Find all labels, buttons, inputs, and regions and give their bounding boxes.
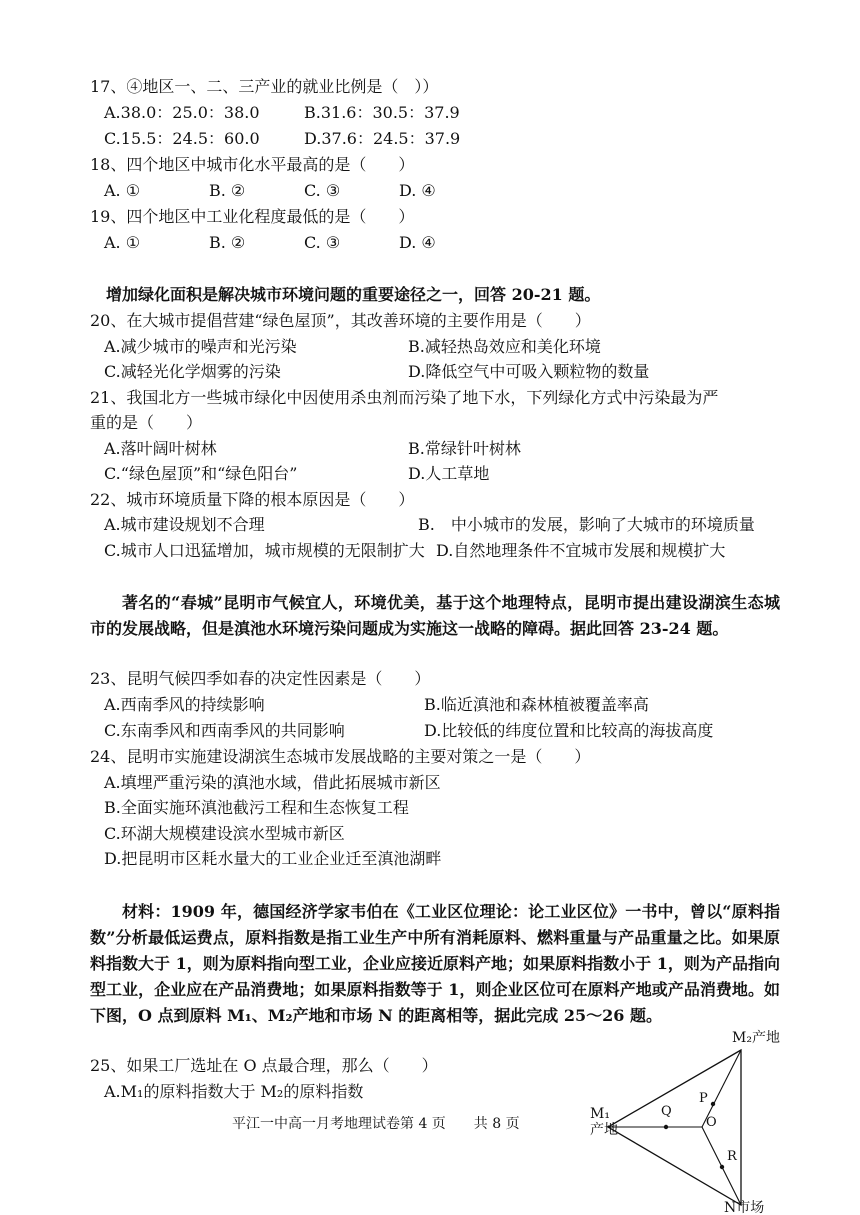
- question-24-stem: 24、昆明市实施建设湖滨生态城市发展战略的主要对策之一是（ ）: [90, 747, 591, 766]
- question-18-stem: 18、四个地区中城市化水平最高的是（ ）: [90, 155, 415, 174]
- question-21-stem-line-2: 重的是（ ）: [90, 413, 203, 432]
- label-n-market: N市场: [724, 1200, 765, 1214]
- question-19-stem: 19、四个地区中工业化程度最低的是（ ）: [90, 207, 415, 226]
- question-18-option-b: B. ②: [209, 181, 246, 200]
- question-23-option-b: B.临近滇池和森林植被覆盖率高: [424, 695, 649, 714]
- label-p: P: [699, 1091, 708, 1106]
- question-21-option-b: B.常绿针叶树林: [408, 439, 521, 458]
- label-r: R: [727, 1149, 737, 1164]
- question-19-option-c: C. ③: [304, 233, 341, 252]
- question-22-option-c: C.城市人口迅猛增加，城市规模的无限制扩大: [104, 541, 425, 560]
- material-paragraph: 材料：1909 年，德国经济学家韦伯在《工业区位理论：论工业区位》一书中，曾以“原料指数”分析最低运费点，原料指数是指工业生产中所有消耗原料、燃料重量与产品重量之比。如果原料指数大于 1，则为原料指向型工业，企业应接近原料产地；如果原料指数小于 1，则为产品指向型工业，企业应在产品消费地；如果原料指数等于 1，则企业区位可在原料产地或产品消费地。如下图，O 点到原料 M₁、M₂产地和市场 N 的距离相等，据此完成 25～26 题。: [90, 902, 780, 1025]
- question-17-option-a: A.38.0：25.0：38.0: [104, 103, 260, 122]
- question-20-stem: 20、在大城市提倡营建“绿色屋顶”，其改善环境的主要作用是（ ）: [90, 311, 591, 330]
- question-20-option-d: D.降低空气中可吸入颗粒物的数量: [408, 362, 650, 381]
- question-23-option-d: D.比较低的纬度位置和比较高的海拔高度: [424, 721, 714, 740]
- label-m1: M₁: [590, 1106, 610, 1122]
- question-24-option-d: D.把昆明市区耗水量大的工业企业迁至滇池湖畔: [104, 849, 442, 868]
- question-24-option-a: A.填埋严重污染的滇池水域，借此拓展城市新区: [104, 773, 441, 792]
- label-q: Q: [661, 1104, 672, 1119]
- question-17-option-c: C.15.5：24.5：60.0: [104, 129, 260, 148]
- section-intro-23-24: 著名的“春城”昆明市气候宜人，环境优美，基于这个地理特点，昆明市提出建设湖滨生态城市的发展战略，但是滇池水环境污染问题成为实施这一战略的障碍。据此回答 23-24 题。: [90, 593, 780, 638]
- question-18-option-c: C. ③: [304, 181, 341, 200]
- question-19-option-b: B. ②: [209, 233, 246, 252]
- label-m1-origin: 产地: [590, 1122, 618, 1138]
- question-22-stem: 22、城市环境质量下降的根本原因是（ ）: [90, 490, 415, 509]
- question-21-stem-line-1: 21、我国北方一些城市绿化中因使用杀虫剂而污染了地下水，下列绿化方式中污染最为严: [90, 388, 719, 407]
- point-p-dot: [711, 1102, 715, 1106]
- question-20-option-c: C.减轻光化学烟雾的污染: [104, 362, 281, 381]
- question-21-option-d: D.人工草地: [408, 464, 490, 483]
- question-23-option-a: A.西南季风的持续影响: [104, 695, 265, 714]
- question-21-option-c: C.“绿色屋顶”和“绿色阳台”: [104, 464, 298, 483]
- question-25-stem: 25、如果工厂选址在 O 点最合理，那么（ ）: [90, 1056, 438, 1075]
- question-18-option-a: A. ①: [104, 181, 141, 200]
- question-17-option-b: B.31.6：30.5：37.9: [304, 103, 460, 122]
- question-23-option-c: C.东南季风和西南季风的共同影响: [104, 721, 345, 740]
- question-22-option-a: A.城市建设规划不合理: [104, 515, 265, 534]
- point-q-dot: [664, 1125, 668, 1129]
- question-19-option-d: D. ④: [399, 233, 436, 252]
- question-22-option-d: D.自然地理条件不宜城市发展和规模扩大: [436, 541, 726, 560]
- question-17-option-d: D.37.6：24.5：37.9: [304, 129, 461, 148]
- question-24-option-b: B.全面实施环滇池截污工程和生态恢复工程: [104, 798, 409, 817]
- question-18-option-d: D. ④: [399, 181, 436, 200]
- question-22-option-b: B. 中小城市的发展，影响了大城市的环境质量: [418, 515, 755, 534]
- question-23-stem: 23、昆明气候四季如春的决定性因素是（ ）: [90, 669, 431, 688]
- question-17-stem: 17、④地区一、二、三产业的就业比例是（ ））: [90, 77, 439, 96]
- question-19-option-a: A. ①: [104, 233, 141, 252]
- location-triangle-diagram: [586, 1022, 790, 1214]
- question-20-option-b: B.减轻热岛效应和美化环境: [408, 337, 601, 356]
- question-21-option-a: A.落叶阔叶树林: [104, 439, 217, 458]
- section-intro-20-21: 增加绿化面积是解决城市环境问题的重要途径之一，回答 20-21 题。: [106, 285, 601, 304]
- page-footer: 平江一中高一月考地理试卷第 4 页 共 8 页: [232, 1116, 520, 1132]
- point-r-dot: [720, 1165, 724, 1169]
- label-o: O: [706, 1115, 717, 1130]
- question-25-option-a: A.M₁的原料指数大于 M₂的原料指数: [104, 1082, 364, 1101]
- question-20-option-a: A.减少城市的噪声和光污染: [104, 337, 297, 356]
- label-m2-origin: M₂产地: [732, 1030, 780, 1046]
- question-24-option-c: C.环湖大规模建设滨水型城市新区: [104, 824, 345, 843]
